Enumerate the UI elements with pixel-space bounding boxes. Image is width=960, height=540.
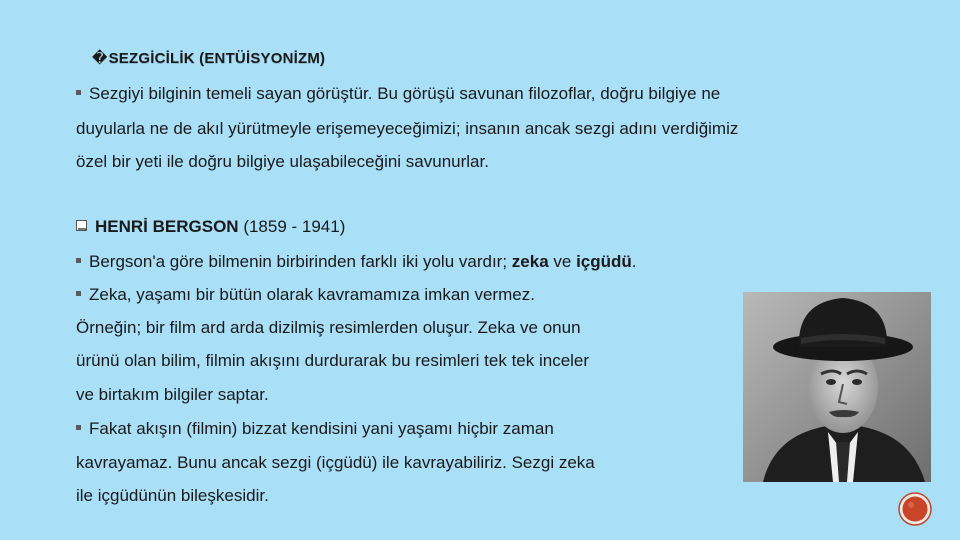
square-bullet-icon <box>76 291 81 296</box>
section-heading <box>76 217 345 237</box>
b1-icgudu: içgüdü <box>576 252 632 271</box>
b3-line-3: ile içgüdünün bileşkesidir. <box>76 486 269 505</box>
intro-line-3: özel bir yeti ile doğru bilgiye ulaşabileceğini savunurlar. <box>76 152 489 171</box>
bergson-bullet-1 <box>76 252 637 272</box>
section-name: HENRİ BERGSON <box>95 217 239 236</box>
intro-line-1: Sezgiyi bilginin temeli sayan görüştür. Bu görüşü savunan filozoflar, doğru bilgiye ne <box>89 84 721 103</box>
title-text: SEZGİCİLİK (ENTÜİSYONİZM) <box>108 49 326 67</box>
section-years: (1859 - 1941) <box>243 217 346 236</box>
slide-badge-icon <box>898 492 932 526</box>
square-bullet-icon <box>76 425 81 430</box>
b2-line-4: ve birtakım bilgiler saptar. <box>76 385 269 404</box>
bergson-bullet-2 <box>76 285 535 305</box>
title-mark: � <box>92 49 108 67</box>
b3-line-1: Fakat akışın (filmin) bizzat kendisini yani yaşamı hiçbir zaman <box>89 419 554 438</box>
b2-line-3: ürünü olan bilim, filmin akışını durdurarak bu resimleri tek tek inceler <box>76 351 590 370</box>
checkbox-bullet-icon <box>76 220 87 231</box>
b3-line-2: kavrayamaz. Bunu ancak sezgi (içgüdü) ile kavrayabiliriz. Sezgi zeka <box>76 453 595 472</box>
b1-mid: ve <box>548 252 577 271</box>
square-bullet-icon <box>76 90 81 95</box>
b1-pre: Bergson'a göre bilmenin birbirinden farklı iki yolu vardır; <box>89 252 512 271</box>
b2-line-2: Örneğin; bir film ard arda dizilmiş resimlerden oluşur. Zeka ve onun <box>76 318 581 337</box>
b2-line-1: Zeka, yaşamı bir bütün olarak kavramamıza imkan vermez. <box>89 285 535 304</box>
bergson-portrait <box>743 292 931 482</box>
intro-bullet <box>76 84 720 104</box>
bergson-bullet-3 <box>76 419 554 439</box>
slide-title <box>92 49 325 67</box>
square-bullet-icon <box>76 258 81 263</box>
intro-line-2: duyularla ne de akıl yürütmeyle erişemeyeceğimizi; insanın ancak sezgi adını verdiğimiz <box>76 119 739 138</box>
b1-end: . <box>631 252 637 271</box>
b1-zeka: zeka <box>511 252 549 271</box>
